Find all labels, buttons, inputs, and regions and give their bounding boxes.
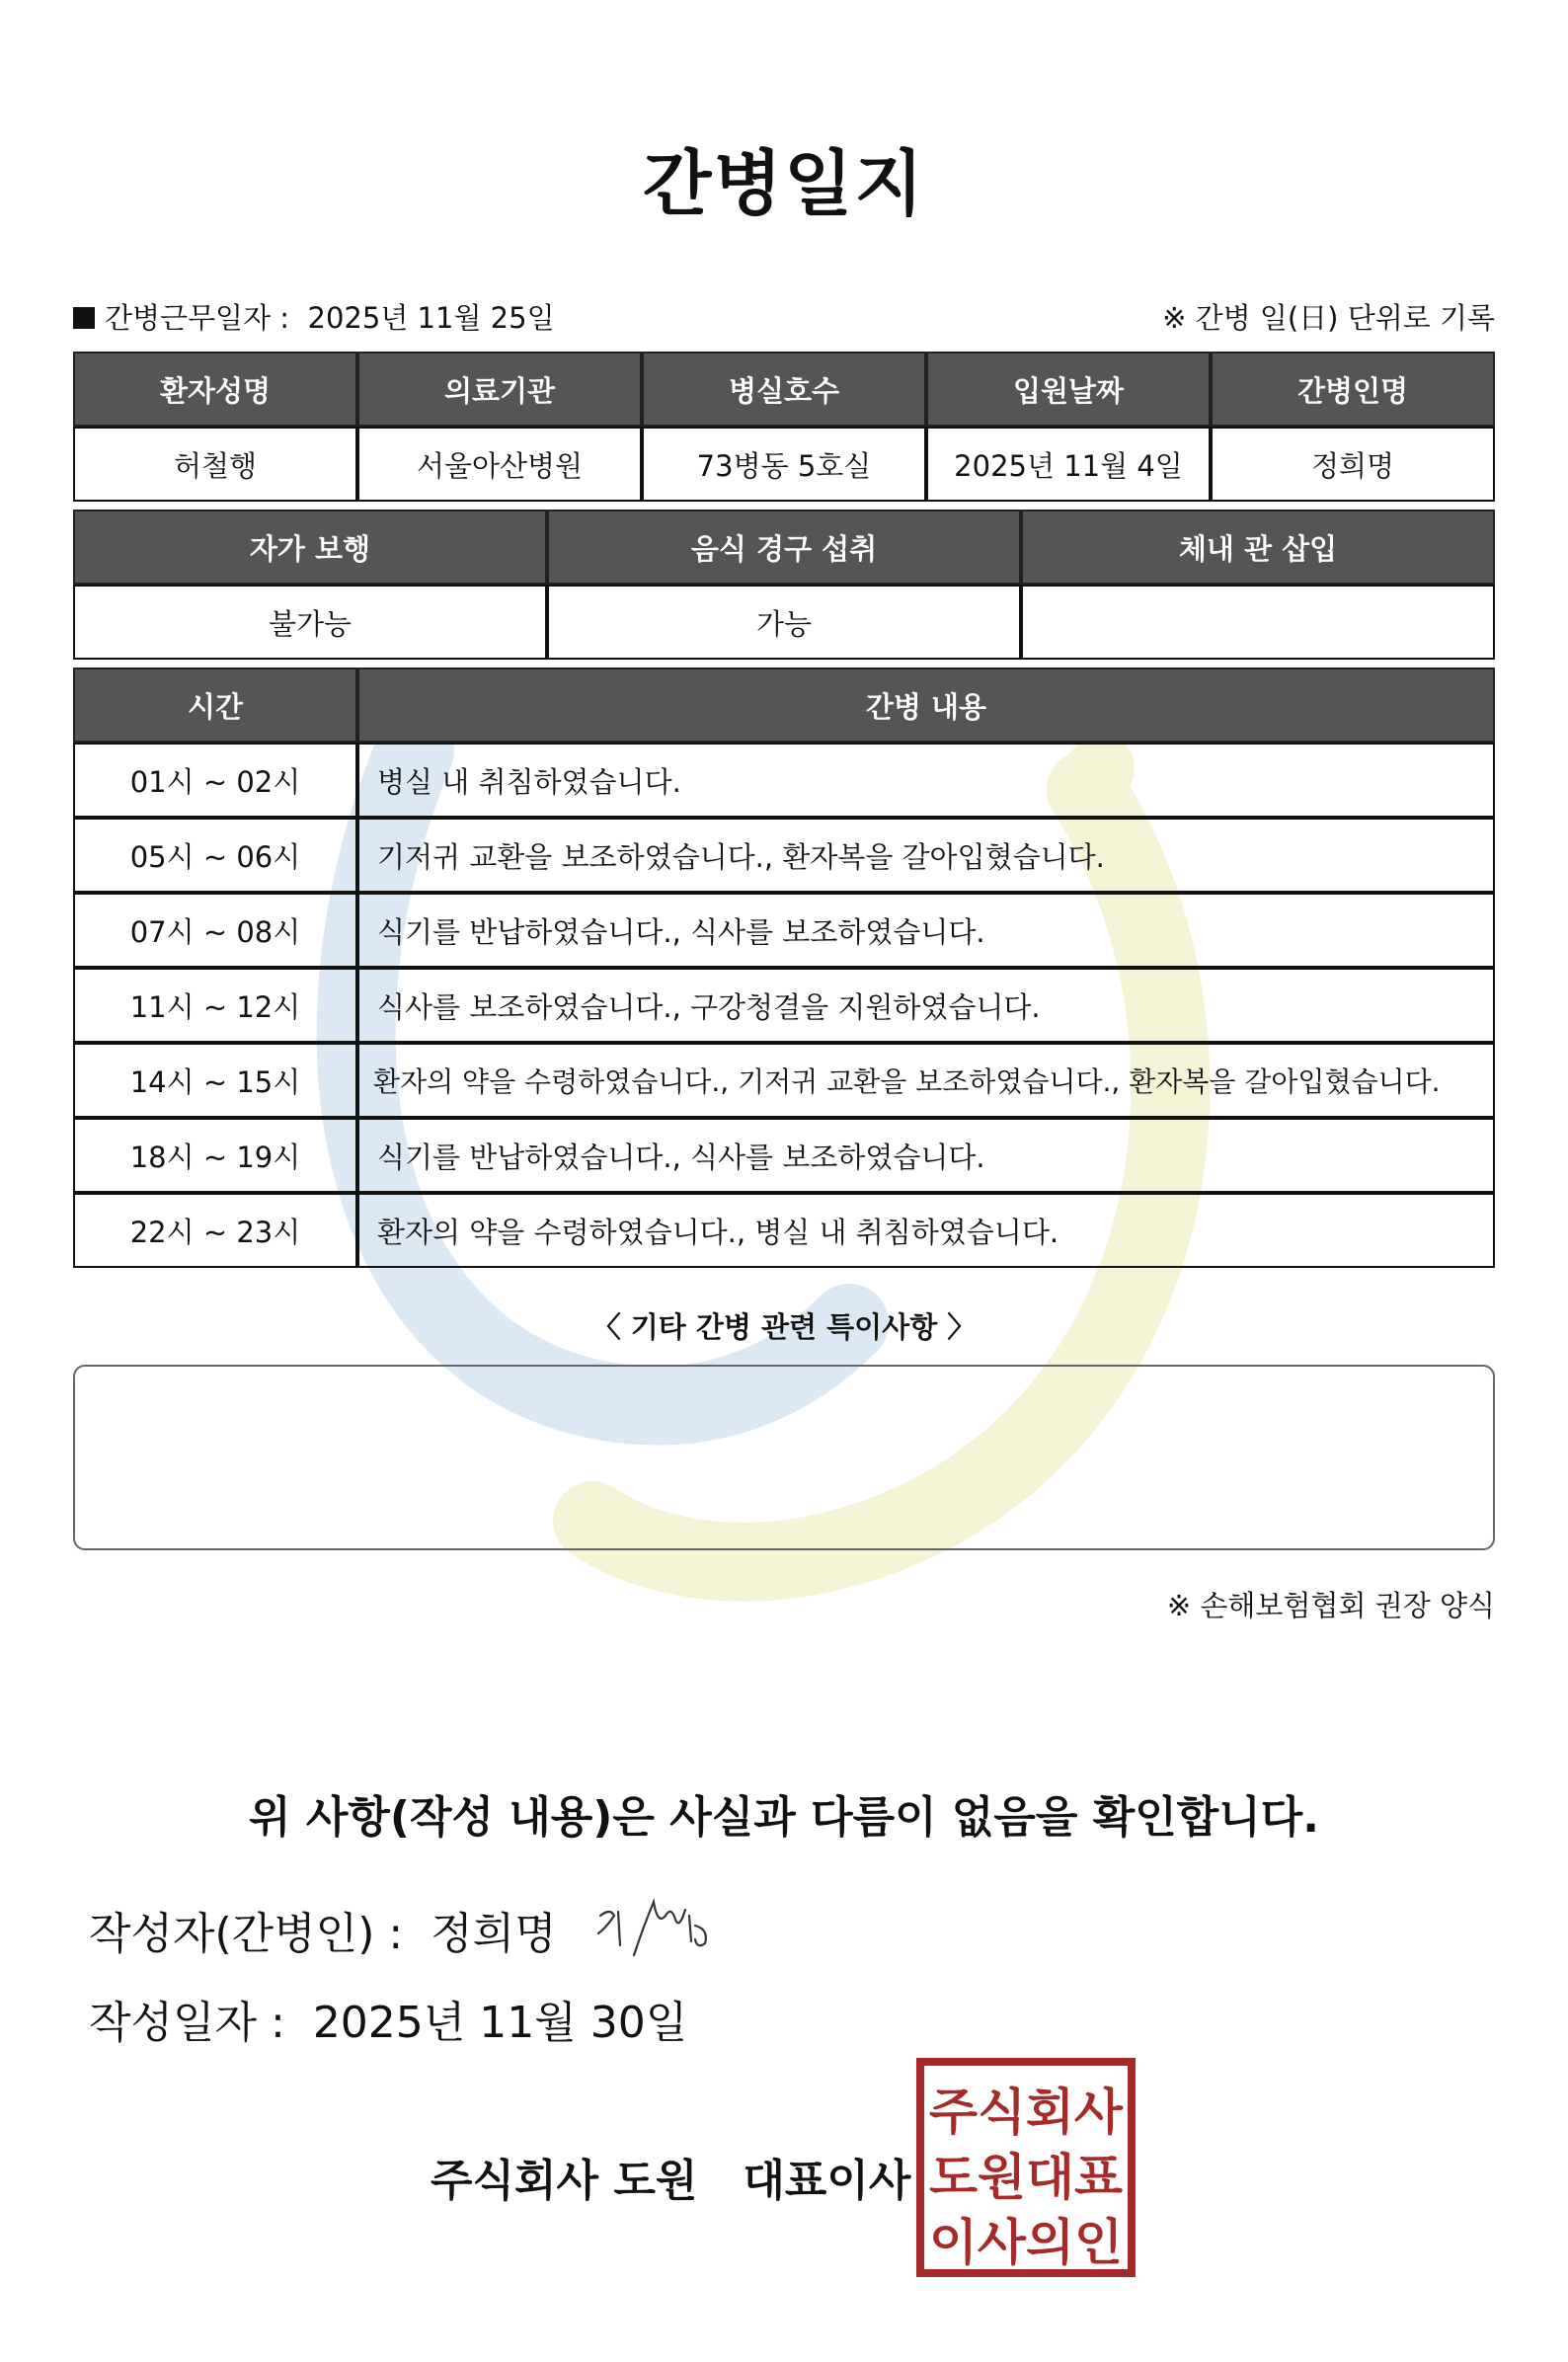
admission-date: 2025년 11월 4일 xyxy=(926,427,1211,502)
patient-status-header-row xyxy=(73,510,1495,585)
header-walking: 자가 보행 xyxy=(73,510,547,585)
log-time: 11시 ~ 12시 xyxy=(73,968,357,1043)
oral-intake-value: 가능 xyxy=(547,585,1021,660)
header-room: 병실호수 xyxy=(642,352,926,427)
room-number: 73병동 5호실 xyxy=(642,427,926,502)
table-row xyxy=(73,1043,1495,1118)
record-note: ※ 간병 일(日) 단위로 기록 xyxy=(1162,301,1495,335)
patient-status-value-row xyxy=(73,585,1495,660)
recommend-note: ※ 손해보험협회 권장 양식 xyxy=(1166,1589,1495,1622)
table-row xyxy=(73,1193,1495,1268)
log-content: 식기를 반납하였습니다., 식사를 보조하였습니다. xyxy=(357,893,1495,968)
tube-insertion-value xyxy=(1021,585,1495,660)
log-content: 환자의 약을 수령하였습니다., 기저귀 교환을 보조하였습니다., 환자복을 갈아입혔습니다. xyxy=(357,1043,1495,1118)
header-hospital: 의료기관 xyxy=(357,352,642,427)
log-time: 18시 ~ 19시 xyxy=(73,1118,357,1193)
header-care-content: 간병 내용 xyxy=(357,668,1495,743)
writer-line xyxy=(89,1898,557,1961)
header-patient-name: 환자성명 xyxy=(73,352,357,427)
company-name: 주식회사 도원 xyxy=(431,2156,698,2206)
log-content: 병실 내 취침하였습니다. xyxy=(357,743,1495,818)
log-time: 07시 ~ 08시 xyxy=(73,893,357,968)
walking-value: 불가능 xyxy=(73,585,547,660)
special-notes-box xyxy=(73,1365,1495,1550)
company-line xyxy=(431,2145,910,2208)
log-content: 식기를 반납하였습니다., 식사를 보조하였습니다. xyxy=(357,1118,1495,1193)
square-bullet-icon xyxy=(73,307,95,329)
patient-info-value-row xyxy=(73,427,1495,502)
log-content: 식사를 보조하였습니다., 구강청결을 지원하였습니다. xyxy=(357,968,1495,1043)
table-row xyxy=(73,1118,1495,1193)
seal-line-2: 도원대표 xyxy=(929,2149,1124,2206)
log-content: 환자의 약을 수령하였습니다., 병실 내 취침하였습니다. xyxy=(357,1193,1495,1268)
log-time: 01시 ~ 02시 xyxy=(73,743,357,818)
header-oral-intake: 음식 경구 섭취 xyxy=(547,510,1021,585)
header-caregiver-name: 간병인명 xyxy=(1211,352,1495,427)
log-time: 22시 ~ 23시 xyxy=(73,1193,357,1268)
writer-name: 정희명 xyxy=(431,1909,557,1959)
table-row xyxy=(73,968,1495,1043)
work-date-label: 간병근무일자 : xyxy=(105,301,290,335)
caregiver-name: 정희명 xyxy=(1211,427,1495,502)
written-date-label: 작성일자 : xyxy=(89,1998,285,2048)
log-content: 기저귀 교환을 보조하였습니다., 환자복을 갈아입혔습니다. xyxy=(357,818,1495,893)
hospital-name: 서울아산병원 xyxy=(357,427,642,502)
confirmation-statement: 위 사항(작성 내용)은 사실과 다름이 없음을 확인합니다. xyxy=(249,1792,1319,1843)
table-row xyxy=(73,743,1495,818)
company-title: 대표이사 xyxy=(743,2156,911,2206)
header-tube-insertion: 체내 관 삽입 xyxy=(1021,510,1495,585)
notes-title: 〈 기타 간병 관련 특이사항 〉 xyxy=(591,1310,977,1344)
written-date-value: 2025년 11월 30일 xyxy=(312,1998,688,2048)
patient-status-table xyxy=(73,510,1495,660)
work-date-value: 2025년 11월 25일 xyxy=(307,301,555,335)
log-time: 05시 ~ 06시 xyxy=(73,818,357,893)
table-row xyxy=(73,893,1495,968)
patient-info-header-row xyxy=(73,352,1495,427)
log-time: 14시 ~ 15시 xyxy=(73,1043,357,1118)
header-admission-date: 입원날짜 xyxy=(926,352,1211,427)
care-log-header-row xyxy=(73,668,1495,743)
table-row xyxy=(73,818,1495,893)
care-log-table xyxy=(73,668,1495,1268)
written-date-line xyxy=(89,1987,687,2050)
patient-info-table xyxy=(73,352,1495,502)
seal-line-3: 이사의인 xyxy=(929,2214,1123,2271)
writer-label: 작성자(간병인) : xyxy=(89,1909,404,1959)
company-seal-stamp xyxy=(916,2058,1136,2277)
patient-name: 허철행 xyxy=(73,427,357,502)
handwritten-signature xyxy=(588,1886,737,1975)
document-title: 간병일지 xyxy=(642,142,926,225)
seal-line-1: 주식회사 xyxy=(929,2084,1124,2141)
work-date-line xyxy=(73,296,555,337)
header-time: 시간 xyxy=(73,668,357,743)
